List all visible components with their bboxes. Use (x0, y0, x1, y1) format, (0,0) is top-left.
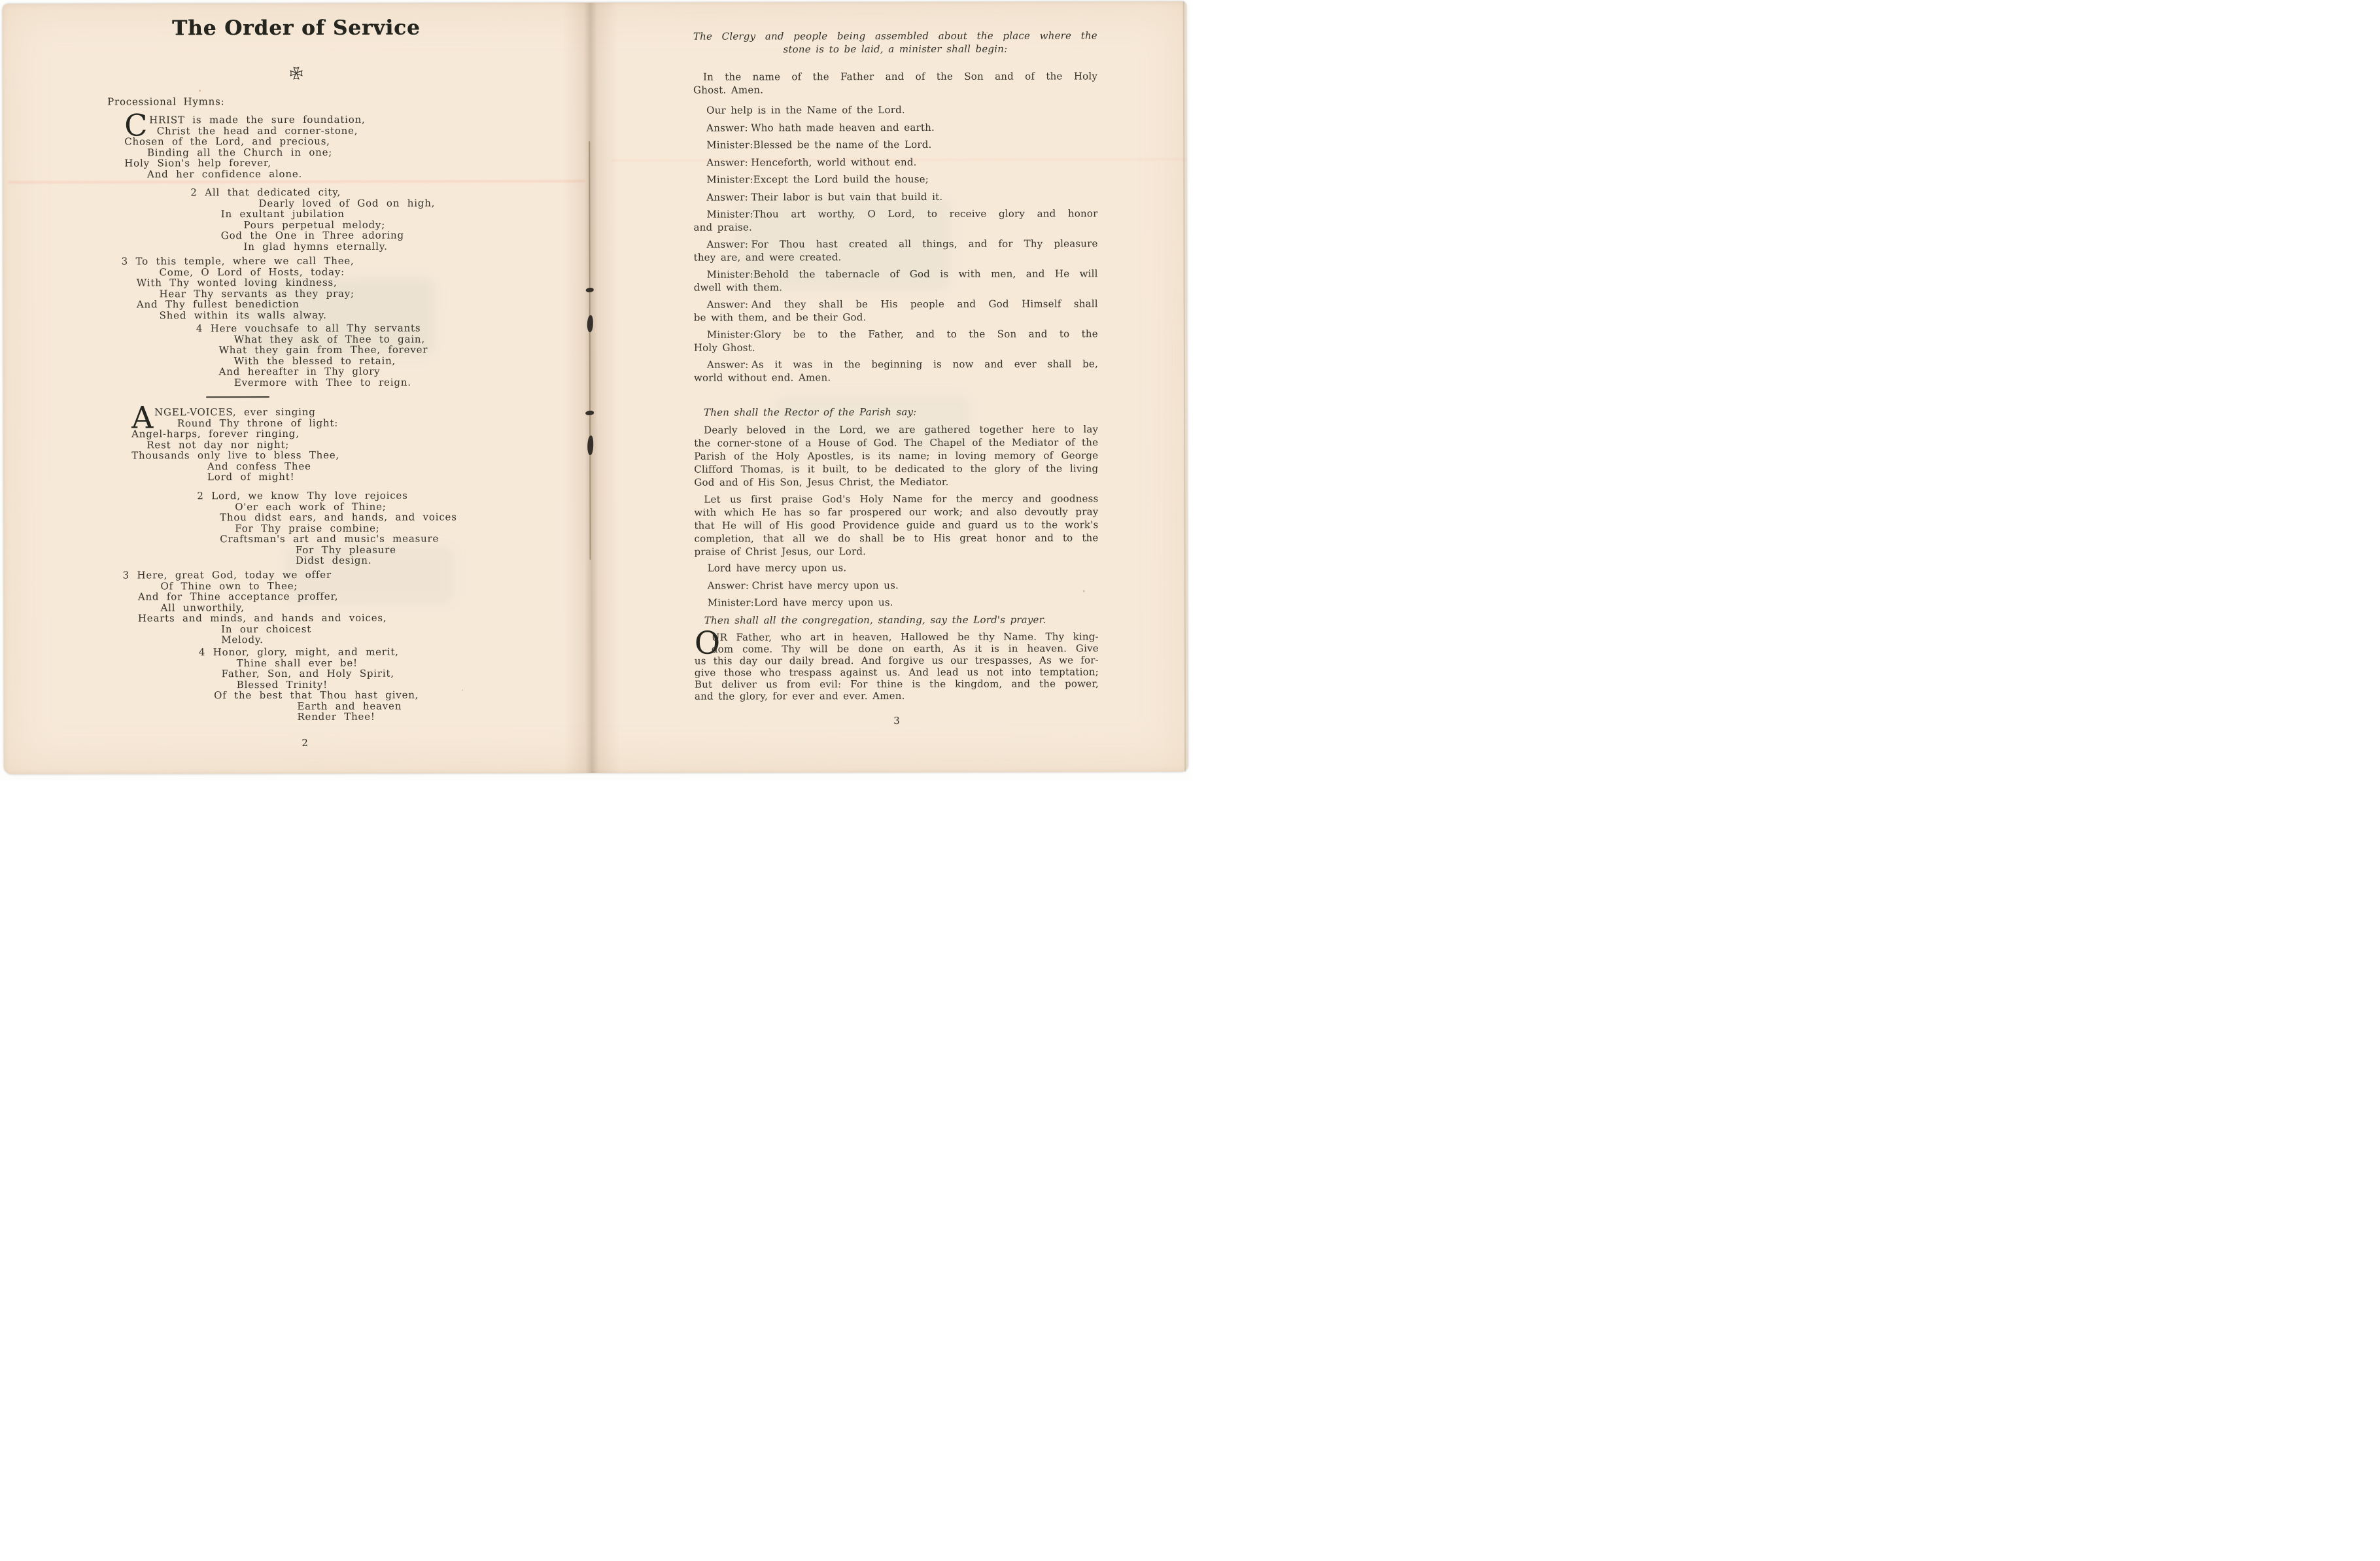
dropcap-letter: C (124, 107, 148, 143)
text-line: 4 Here vouchsafe to all Thy servants (196, 322, 421, 335)
speaker-label: Answer: (706, 298, 749, 311)
text-line: 2 Lord, we know Thy love rejoices (197, 489, 408, 502)
text-line: Render Thee! (199, 710, 375, 723)
text-line: dom come. Thy will be done on earth, As it is in heaven. Give (711, 642, 1099, 655)
versicle-text: For Thou hast created all things, and for Thy pleasure (751, 237, 1098, 250)
text-line: In glad hymns eternally. (190, 240, 388, 252)
text-line: What they gain from Thee, forever (196, 343, 428, 356)
speaker-label: Minister: (706, 173, 753, 186)
versicle-text: Their labor is but vain that build it. (751, 190, 943, 203)
text-line: All unworthily, (122, 601, 245, 614)
lords-prayer (694, 625, 1099, 702)
versicle (693, 173, 1097, 186)
text-line (695, 596, 1099, 609)
page-number-right: 3 (893, 715, 900, 727)
text-line: God the One in Three adoring (190, 229, 404, 242)
rector-paragraph-2 (694, 492, 1098, 558)
text-line (694, 298, 1098, 311)
text-line: In our choicest (122, 623, 312, 636)
liturgy-line (693, 103, 1097, 117)
binding-gutter-shadow (562, 3, 620, 773)
opening-rubric (693, 29, 1097, 56)
in-the-name-paragraph (693, 69, 1097, 96)
text-line: Shed within its walls alway. (121, 309, 327, 322)
text-line: 4 Honor, glory, might, and merit, (198, 645, 399, 659)
versicle-text: Lord have mercy upon us. (753, 596, 893, 609)
versicle (694, 328, 1098, 354)
text-line: Thou didst ears, and hands, and voices (197, 511, 457, 524)
text-line: Father, Son, and Holy Spirit, (198, 667, 394, 680)
speaker-label: Answer: (706, 358, 749, 371)
text-line: Holy Sion's help forever, (124, 157, 271, 169)
text-line: UR Father, who art in heaven, Hallowed be thy Name. Thy king- (711, 630, 1099, 643)
text-line: And confess Thee (131, 460, 311, 472)
versicle-text: Except the Lord build the house; (753, 173, 929, 186)
liturgy-line (695, 561, 1099, 575)
versicle (693, 138, 1097, 152)
text-line (693, 207, 1097, 221)
versicle (695, 596, 1099, 609)
text-line: Clifford Thomas, is it built, to be dedicated to the glory of the living (694, 462, 1099, 475)
text-line: For Thy pleasure (197, 543, 396, 556)
text-line: But deliver us from evil: For thine is the kingdom, and the power, (694, 678, 1099, 691)
text-line: What they ask of Thee to gain, (196, 333, 425, 345)
booklet-paper (3, 1, 1188, 774)
text-line: And Thy fullest benediction (121, 298, 300, 311)
text-line: Binding all the Church in one; (124, 146, 333, 159)
versicle (693, 121, 1097, 135)
dropcap-letter: A (131, 400, 154, 436)
text-line: For Thy praise combine; (197, 522, 380, 534)
congregation-rubric: Then shall all the congregation, standing, say the Lord's prayer. (704, 613, 1046, 626)
text-line: With the blessed to retain, (196, 354, 396, 367)
text-line: Parish of the Holy Apostles, is its name; in loving memory of George (694, 449, 1099, 462)
text-line (693, 156, 1097, 169)
text-line: Rest not day nor night; (131, 438, 290, 451)
text-line: Let us first praise God's Holy Name for the mercy and goodness (704, 492, 1099, 506)
speaker-label: Answer: (706, 191, 748, 203)
text-line: Hear Thy servants as they pray; (121, 287, 354, 300)
text-line: be with them, and be their God. (693, 311, 867, 324)
text-line: Didst design. (197, 554, 372, 567)
text-line (693, 121, 1097, 135)
text-line: Hearts and minds, and hands and voices, (122, 611, 387, 625)
rector-paragraph-1 (694, 422, 1098, 489)
versicle-text: Glory be to the Father, and to the Son and to the (753, 328, 1098, 341)
versicle-text: Blessed be the name of the Lord. (753, 138, 932, 151)
text-line (693, 138, 1097, 152)
text-line: 3 To this temple, where we call Thee, (121, 254, 354, 267)
text-line: Lord of might! (131, 470, 295, 483)
page-number-left: 2 (302, 736, 308, 749)
text-line: Round Thy throne of light: (154, 417, 339, 429)
text-line: God and of His Son, Jesus Christ, the Mediator. (694, 475, 949, 489)
text-line: completion, that all we do shall be to His great honor and to the (694, 532, 1099, 545)
text-line: Thousands only live to bless Thee, (131, 449, 340, 462)
text-line: Of the best that Thou hast given, (198, 689, 419, 702)
text-line: the corner-stone of a House of God. The Chapel of the Mediator of the (694, 436, 1099, 449)
kyrie-list (695, 561, 1099, 614)
text-line: Earth and heaven (198, 700, 402, 712)
text-line: With Thy wonted loving kindness, (121, 276, 337, 289)
speaker-label: Answer: (706, 122, 748, 134)
text-line: Pours perpetual melody; (190, 218, 386, 231)
speaker-label: Minister: (706, 328, 754, 341)
versicle (693, 207, 1097, 233)
text-line: dwell with them. (693, 281, 783, 294)
speaker-label: Minister: (707, 596, 754, 609)
versicle (693, 156, 1097, 169)
text-line: they are, and were created. (693, 250, 842, 264)
dropcap-letter: O (694, 625, 721, 662)
versicle (694, 237, 1098, 264)
versicle-text: Our help is in the Name of the Lord. (706, 104, 905, 116)
text-line: world without end. Amen. (693, 371, 831, 384)
text-line: that He will of His good Providence guide and guard us to the work's (694, 519, 1099, 532)
text-line: Melody. (122, 634, 264, 646)
text-line: give those who trespass against us. And lead us not into temptation; (694, 666, 1099, 679)
text-line: NGEL-VOICES, ever singing (154, 405, 316, 419)
text-line: Chosen of the Lord, and precious, (124, 135, 330, 148)
text-line (695, 561, 1099, 575)
scanned-booklet-spread (0, 0, 1190, 781)
versicle-text: Behold the tabernacle of God is with men, and He will (753, 267, 1098, 281)
text-line (693, 103, 1097, 117)
speaker-label: Answer: (707, 579, 750, 592)
text-line: And for Thine acceptance proffer, (122, 590, 339, 603)
text-line: 2 All that dedicated city, (190, 186, 341, 199)
versicle (694, 298, 1098, 324)
speaker-label: Minister: (706, 139, 753, 151)
text-line: Blessed Trinity! (198, 678, 328, 691)
text-line: Craftsman's art and music's measure (197, 532, 440, 545)
text-line: Thine shall ever be! (198, 657, 358, 669)
text-line: Holy Ghost. (693, 341, 755, 354)
text-line: 3 Here, great God, today we offer (122, 568, 332, 581)
text-line (694, 267, 1098, 281)
versicle-text: And they shall be His people and God Himself shall (751, 298, 1098, 311)
versicle-text: Who hath made heaven and earth. (751, 121, 935, 134)
speaker-label: Minister: (706, 268, 753, 281)
speaker-label: Answer: (706, 156, 748, 169)
text-line (693, 190, 1097, 204)
text-line: and the glory, for ever and ever. Amen. (694, 690, 905, 702)
text-line: praise of Christ Jesus, our Lord. (694, 545, 867, 558)
rector-rubric: Then shall the Rector of the Parish say: (704, 405, 917, 419)
text-line: In the name of the Father and of the Son and of the Holy (702, 70, 1098, 83)
rubric-line: The Clergy and people being assembled about the place where the (693, 29, 1097, 43)
versicle-text: As it was in the beginning is now and ever shall be, (751, 358, 1098, 371)
text-line: Christ the head and corner-stone, (149, 124, 358, 137)
text-line: HRIST is made the sure foundation, (149, 113, 366, 126)
text-line: Dearly beloved in the Lord, we are gathered together here to lay (704, 423, 1099, 436)
text-line (695, 579, 1099, 592)
text-line: And hereafter in Thy glory (196, 365, 381, 378)
text-line: us this day our daily bread. And forgive us our trespasses, As we for- (694, 654, 1099, 667)
text-line: with which He has so far prospered our work; and also devoutly pray (694, 506, 1099, 519)
section-label: Processional Hymns: (107, 95, 225, 108)
text-line: and praise. (693, 220, 753, 233)
text-line: In exultant jubilation (190, 207, 345, 220)
versicle (694, 358, 1098, 384)
text-line (694, 237, 1098, 251)
versicle (694, 267, 1098, 294)
text-line (693, 173, 1097, 186)
text-line: Ghost. Amen. (693, 84, 764, 96)
versicle (695, 579, 1099, 592)
text-line: Angel-harps, forever ringing, (131, 427, 300, 440)
versicle-text: Thou art worthy, O Lord, to receive glory and honor (753, 207, 1098, 220)
speaker-label: Minister: (706, 208, 753, 220)
text-line (694, 358, 1098, 371)
rubric-line: stone is to be laid, a minister shall begin: (783, 43, 1008, 56)
versicles-list (693, 103, 1098, 388)
text-line: Come, O Lord of Hosts, today: (121, 266, 345, 279)
versicle-text: Lord have mercy upon us. (707, 562, 847, 574)
text-line: Of Thine own to Thee; (122, 579, 298, 592)
text-line: Dearly loved of God on high, (190, 197, 436, 209)
text-line (694, 328, 1098, 341)
text-line: And her confidence alone. (124, 167, 303, 180)
text-line: Evermore with Thee to reign. (196, 376, 411, 388)
speaker-label: Answer: (706, 238, 749, 250)
page-title: The Order of Service (171, 16, 421, 41)
versicle (693, 190, 1097, 204)
versicle-text: Christ have mercy upon us. (751, 579, 899, 591)
text-line: O'er each work of Thine; (197, 500, 387, 513)
versicle-text: Henceforth, world without end. (751, 156, 917, 169)
